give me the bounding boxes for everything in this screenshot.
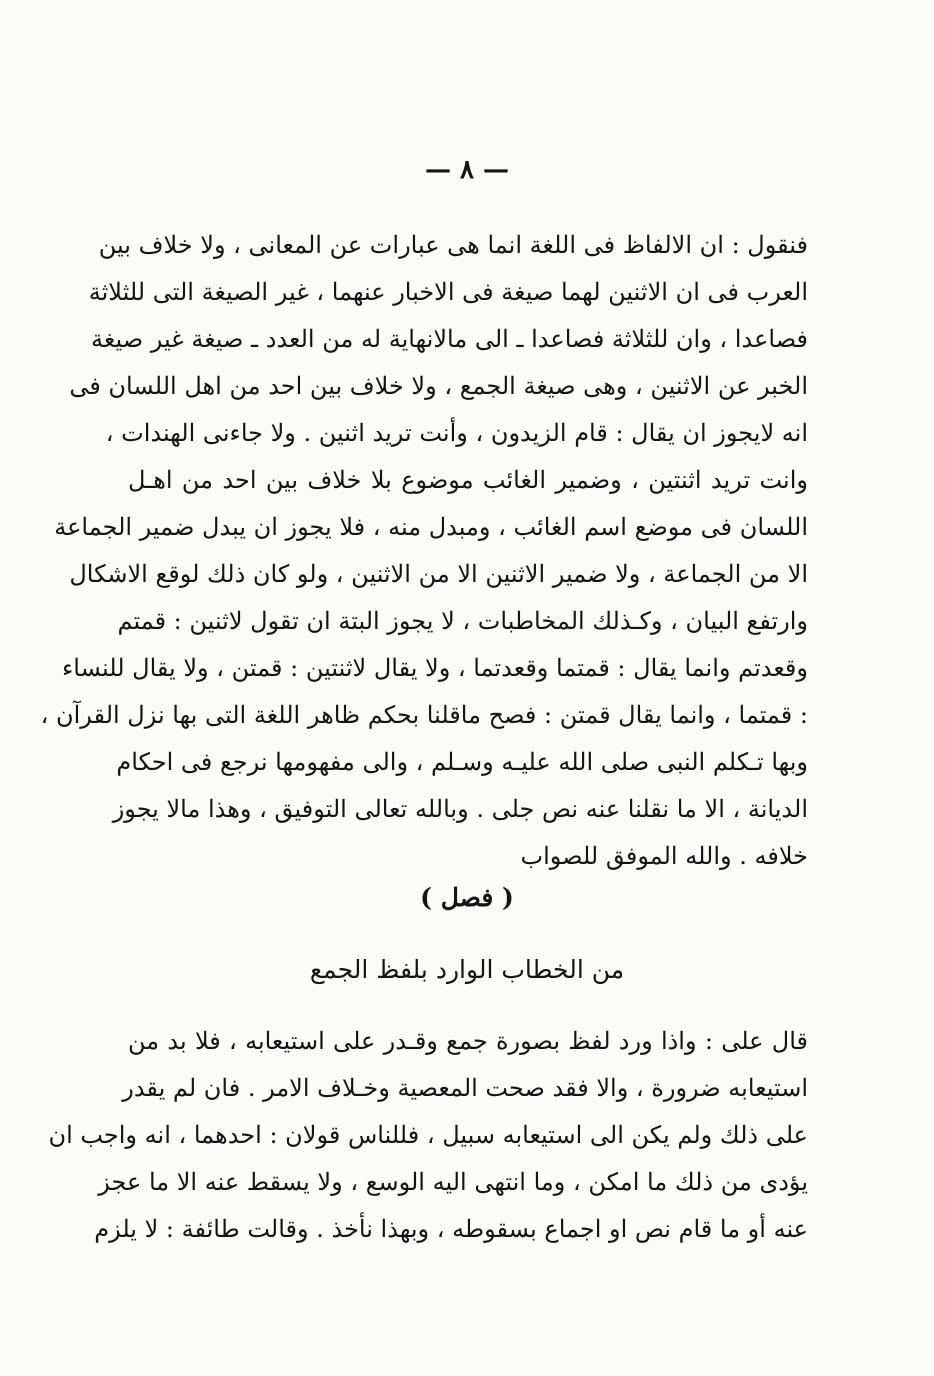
text-line: استيعابه ضرورة ، والا فقد صحت المعصية وخـلاف الامر . فان لم يقدر (122, 1074, 808, 1102)
text-line: وارتفع البيان ، وكـذلك المخاطبات ، لا يجوز البتة ان تقول لاثنين : قمتم (117, 607, 808, 635)
text-line: العرب فى ان الاثنين لهما صيغة فى الاخبار عنهما ، غير الصيغة التى للثلاثة (88, 278, 808, 306)
section-subtitle: من الخطاب الوارد بلفظ الجمع (309, 955, 625, 984)
text-line: على ذلك ولم يكن الى استيعابه سبيل ، فللناس قولان : احدهما ، انه واجب ان (48, 1121, 808, 1149)
text-line: وبها تـكلم النبى صلى الله عليـه وسـلم ، والى مفهومها نرجع فى احكام (116, 748, 808, 776)
text-line: الديانة ، الا ما نقلنا عنه نص جلى . وبالله تعالى التوفيق ، وهذا مالا يجوز (112, 795, 808, 823)
text-line: فصاعدا ، وان للثلاثة فصاعدا ـ الى مالانهاية له من العدد ـ صيغة غير صيغة (91, 325, 808, 353)
text-line: انه لايجوز ان يقال : قام الزيدون ، وأنت تريد اثنين . ولا جاءنى الهندات ، (105, 419, 808, 447)
text-line: : قمتما ، وانما يقال قمتن : فصح ماقلنا بحكم ظاهر اللغة التى بها نزل القرآن ، (40, 701, 808, 729)
text-line: الا من الجماعة ، ولا ضمير الاثنين الا من الاثنين ، ولو كان ذلك لوقع الاشكال (69, 560, 808, 588)
text-line: قال على : واذا ورد لفظ بصورة جمع وقـدر على استيعابه ، فلا بد من (128, 1027, 808, 1055)
page-number: — ٨ — (424, 155, 510, 185)
text-line: خلافه . والله الموفق للصواب (520, 842, 808, 870)
paragraph-1 (40, 222, 808, 880)
text-line: يؤدى من ذلك ما امكن ، وما انتهى اليه الوسع ، ولا يسقط عنه الا ما عجز (98, 1168, 808, 1196)
section-label: ( فصل ) (420, 883, 514, 912)
text-line: وانت تريد اثنتين ، وضمير الغائب موضوع بلا خلاف بين احد من اهـل (128, 466, 808, 494)
text-line: اللسان فى موضع اسم الغائب ، ومبدل منه ، فلا يجوز ان يبدل ضمير الجماعة (54, 513, 808, 541)
text-line: عنه أو ما قام نص او اجماع بسقوطه ، وبهذا نأخذ . وقالت طائفة : لا يلزم (94, 1215, 808, 1243)
text-line: فنقول : ان الالفاظ فى اللغة انما هى عبارات عن المعانى ، ولا خلاف بين (98, 231, 808, 259)
text-line: الخبر عن الاثنين ، وهى صيغة الجمع ، ولا خلاف بين احد من اهل اللسان فى (69, 372, 808, 400)
paragraph-2 (48, 1018, 808, 1253)
text-line: وقعدتم وانما يقال : قمتما وقعدتما ، ولا يقال لاثنتين : قمتن ، ولا يقال للنساء (62, 654, 808, 682)
